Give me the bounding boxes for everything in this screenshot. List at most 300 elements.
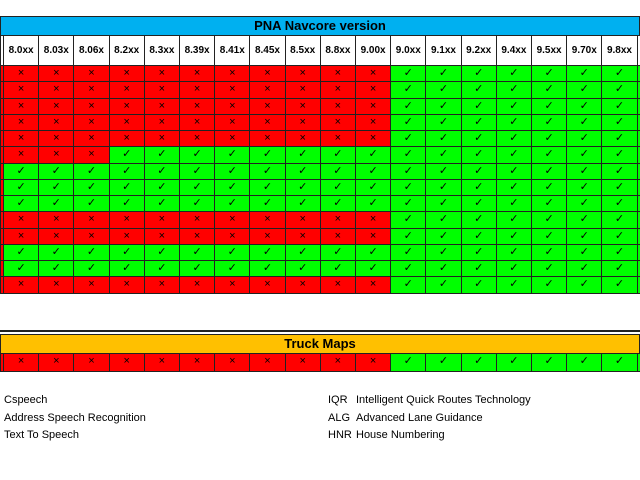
check-mark-cell: ✓	[179, 180, 214, 196]
check-mark-cell: ✓	[531, 245, 566, 261]
cross-mark-cell: ×	[109, 99, 144, 115]
check-mark-cell: ✓	[601, 99, 636, 115]
legend-abbr: ALG	[328, 412, 351, 424]
check-mark-cell: ✓	[461, 66, 496, 82]
cross-mark-cell: ×	[249, 66, 284, 82]
cross-mark-cell: ×	[3, 147, 38, 163]
version-header-cell: 8.39x	[179, 36, 214, 66]
check-mark-cell: ✓	[601, 229, 636, 245]
check-mark-cell: ✓	[531, 354, 566, 372]
check-mark-cell: ✓	[601, 115, 636, 131]
check-mark-cell: ✓	[425, 164, 460, 180]
check-mark-cell: ✓	[425, 277, 460, 293]
navcore-version-title: PNA Navcore version	[0, 16, 640, 36]
check-mark-cell: ✓	[425, 66, 460, 82]
cross-mark-cell: ×	[144, 229, 179, 245]
version-header-cell: 8.8xx	[320, 36, 355, 66]
check-mark-cell	[637, 212, 640, 228]
check-mark-cell: ✓	[214, 147, 249, 163]
check-mark-cell: ✓	[496, 131, 531, 147]
legend-desc: Advanced Lane Guidance	[356, 412, 483, 424]
check-mark-cell: ✓	[601, 277, 636, 293]
cross-mark-cell: ×	[73, 277, 108, 293]
cross-mark-cell: ×	[355, 115, 390, 131]
check-mark-cell: ✓	[461, 229, 496, 245]
cross-mark-cell: ×	[144, 354, 179, 372]
cross-mark-cell: ×	[355, 354, 390, 372]
cross-mark-cell: ×	[144, 82, 179, 98]
legend-abbr: HNR	[328, 429, 352, 441]
check-mark-cell: ✓	[601, 196, 636, 212]
check-mark-cell: ✓	[179, 261, 214, 277]
check-mark-cell: ✓	[531, 131, 566, 147]
cross-mark-cell: ×	[109, 212, 144, 228]
check-mark-cell: ✓	[144, 196, 179, 212]
cross-mark-cell: ×	[179, 229, 214, 245]
check-mark-cell: ✓	[214, 180, 249, 196]
check-mark-cell: ✓	[496, 196, 531, 212]
check-mark-cell: ✓	[425, 261, 460, 277]
check-mark-cell	[637, 261, 640, 277]
check-mark-cell: ✓	[109, 180, 144, 196]
check-mark-cell: ✓	[425, 229, 460, 245]
cross-mark-cell: ×	[285, 115, 320, 131]
version-header-cell: 9.2xx	[461, 36, 496, 66]
check-mark-cell: ✓	[566, 277, 601, 293]
check-mark-cell: ✓	[355, 180, 390, 196]
check-mark-cell: ✓	[214, 164, 249, 180]
check-mark-cell: ✓	[566, 196, 601, 212]
check-mark-cell: ✓	[249, 164, 284, 180]
cross-mark-cell: ×	[214, 229, 249, 245]
check-mark-cell: ✓	[601, 147, 636, 163]
cross-mark-cell: ×	[38, 82, 73, 98]
cross-mark-cell: ×	[355, 99, 390, 115]
check-mark-cell: ✓	[320, 245, 355, 261]
check-mark-cell: ✓	[461, 245, 496, 261]
cross-mark-cell: ×	[249, 354, 284, 372]
check-mark-cell: ✓	[390, 277, 425, 293]
cross-mark-cell: ×	[73, 354, 108, 372]
check-mark-cell: ✓	[390, 99, 425, 115]
check-mark-cell: ✓	[461, 164, 496, 180]
cross-mark-cell: ×	[249, 277, 284, 293]
check-mark-cell: ✓	[73, 164, 108, 180]
version-header-cell: 9.0xx	[390, 36, 425, 66]
cross-mark-cell: ×	[355, 66, 390, 82]
check-mark-cell: ✓	[425, 180, 460, 196]
cross-mark-cell: ×	[320, 82, 355, 98]
check-mark-cell: ✓	[179, 245, 214, 261]
cross-mark-cell: ×	[214, 354, 249, 372]
version-header-cell: 8.06x	[73, 36, 108, 66]
cross-mark-cell: ×	[38, 277, 73, 293]
cross-mark-cell: ×	[285, 66, 320, 82]
check-mark-cell: ✓	[531, 164, 566, 180]
check-mark-cell: ✓	[355, 164, 390, 180]
cross-mark-cell: ×	[73, 131, 108, 147]
check-mark-cell: ✓	[38, 164, 73, 180]
check-mark-cell	[637, 180, 640, 196]
cross-mark-cell: ×	[38, 354, 73, 372]
cross-mark-cell: ×	[3, 354, 38, 372]
check-mark-cell: ✓	[285, 245, 320, 261]
legend-address-speech: Address Speech Recognition	[4, 412, 146, 424]
check-mark-cell: ✓	[425, 99, 460, 115]
check-mark-cell: ✓	[531, 261, 566, 277]
check-mark-cell: ✓	[390, 147, 425, 163]
cross-mark-cell: ×	[109, 354, 144, 372]
cross-mark-cell: ×	[144, 66, 179, 82]
check-mark-cell	[637, 229, 640, 245]
check-mark-cell	[637, 354, 640, 372]
check-mark-cell	[637, 82, 640, 98]
version-header-cell: 8.2xx	[109, 36, 144, 66]
check-mark-cell	[637, 115, 640, 131]
check-mark-cell: ✓	[566, 115, 601, 131]
check-mark-cell: ✓	[566, 180, 601, 196]
check-mark-cell: ✓	[461, 180, 496, 196]
check-mark-cell: ✓	[73, 245, 108, 261]
cross-mark-cell: ×	[285, 131, 320, 147]
check-mark-cell: ✓	[179, 196, 214, 212]
check-mark-cell: ✓	[425, 82, 460, 98]
check-mark-cell	[637, 99, 640, 115]
check-mark-cell: ✓	[601, 245, 636, 261]
check-mark-cell: ✓	[461, 212, 496, 228]
cross-mark-cell: ×	[3, 229, 38, 245]
check-mark-cell: ✓	[601, 212, 636, 228]
check-mark-cell: ✓	[179, 147, 214, 163]
cross-mark-cell: ×	[144, 277, 179, 293]
cross-mark-cell: ×	[285, 212, 320, 228]
cross-mark-cell: ×	[3, 131, 38, 147]
check-mark-cell: ✓	[425, 354, 460, 372]
cross-mark-cell: ×	[109, 82, 144, 98]
check-mark-cell: ✓	[38, 196, 73, 212]
cross-mark-cell: ×	[73, 99, 108, 115]
check-mark-cell: ✓	[355, 261, 390, 277]
check-mark-cell: ✓	[461, 131, 496, 147]
check-mark-cell: ✓	[461, 99, 496, 115]
check-mark-cell: ✓	[461, 147, 496, 163]
check-mark-cell: ✓	[531, 196, 566, 212]
cross-mark-cell: ×	[320, 115, 355, 131]
check-mark-cell	[637, 277, 640, 293]
cross-mark-cell: ×	[73, 115, 108, 131]
cross-mark-cell: ×	[285, 277, 320, 293]
check-mark-cell: ✓	[496, 277, 531, 293]
check-mark-cell: ✓	[461, 82, 496, 98]
cross-mark-cell: ×	[109, 277, 144, 293]
check-mark-cell: ✓	[249, 196, 284, 212]
check-mark-cell: ✓	[531, 229, 566, 245]
check-mark-cell: ✓	[109, 196, 144, 212]
truck-maps-title: Truck Maps	[0, 334, 640, 354]
check-mark-cell: ✓	[390, 164, 425, 180]
check-mark-cell: ✓	[320, 147, 355, 163]
check-mark-cell: ✓	[390, 180, 425, 196]
check-mark-cell: ✓	[144, 261, 179, 277]
version-header-cell: 9.70x	[566, 36, 601, 66]
check-mark-cell: ✓	[601, 354, 636, 372]
version-header-cell: 8.45x	[249, 36, 284, 66]
cross-mark-cell: ×	[249, 82, 284, 98]
cross-mark-cell: ×	[320, 277, 355, 293]
check-mark-cell: ✓	[425, 196, 460, 212]
check-mark-cell: ✓	[425, 212, 460, 228]
cross-mark-cell: ×	[320, 354, 355, 372]
section-divider	[0, 330, 640, 332]
cross-mark-cell: ×	[179, 115, 214, 131]
check-mark-cell: ✓	[601, 261, 636, 277]
cross-mark-cell: ×	[285, 99, 320, 115]
cross-mark-cell: ×	[144, 115, 179, 131]
check-mark-cell: ✓	[496, 147, 531, 163]
check-mark-cell: ✓	[496, 180, 531, 196]
check-mark-cell: ✓	[179, 164, 214, 180]
check-mark-cell: ✓	[566, 212, 601, 228]
cross-mark-cell: ×	[3, 277, 38, 293]
check-mark-cell: ✓	[601, 131, 636, 147]
version-header-cell: 9.1xx	[425, 36, 460, 66]
check-mark-cell: ✓	[320, 180, 355, 196]
check-mark-cell: ✓	[3, 180, 38, 196]
cross-mark-cell: ×	[320, 229, 355, 245]
cross-mark-cell: ×	[355, 82, 390, 98]
check-mark-cell: ✓	[249, 147, 284, 163]
version-header-cell: 8.03x	[38, 36, 73, 66]
check-mark-cell	[637, 131, 640, 147]
cross-mark-cell: ×	[214, 115, 249, 131]
check-mark-cell: ✓	[144, 245, 179, 261]
check-mark-cell: ✓	[601, 66, 636, 82]
check-mark-cell: ✓	[390, 212, 425, 228]
check-mark-cell: ✓	[425, 115, 460, 131]
check-mark-cell	[637, 66, 640, 82]
cross-mark-cell: ×	[249, 212, 284, 228]
check-mark-cell: ✓	[390, 115, 425, 131]
cross-mark-cell: ×	[73, 229, 108, 245]
cross-mark-cell: ×	[249, 229, 284, 245]
cross-mark-cell: ×	[3, 115, 38, 131]
check-mark-cell	[637, 196, 640, 212]
version-header-cell	[637, 36, 640, 66]
cross-mark-cell: ×	[214, 131, 249, 147]
check-mark-cell	[637, 245, 640, 261]
check-mark-cell: ✓	[249, 261, 284, 277]
check-mark-cell: ✓	[566, 82, 601, 98]
version-header-cell: 8.41x	[214, 36, 249, 66]
check-mark-cell: ✓	[601, 82, 636, 98]
check-mark-cell: ✓	[531, 212, 566, 228]
check-mark-cell: ✓	[285, 196, 320, 212]
cross-mark-cell: ×	[109, 229, 144, 245]
check-mark-cell: ✓	[73, 196, 108, 212]
check-mark-cell: ✓	[390, 354, 425, 372]
version-header-cell: 9.8xx	[601, 36, 636, 66]
cross-mark-cell: ×	[320, 212, 355, 228]
cross-mark-cell: ×	[3, 66, 38, 82]
check-mark-cell: ✓	[355, 196, 390, 212]
check-mark-cell: ✓	[214, 245, 249, 261]
cross-mark-cell: ×	[38, 212, 73, 228]
check-mark-cell: ✓	[531, 277, 566, 293]
cross-mark-cell: ×	[355, 277, 390, 293]
cross-mark-cell: ×	[320, 131, 355, 147]
check-mark-cell: ✓	[566, 147, 601, 163]
check-mark-cell: ✓	[320, 164, 355, 180]
version-header-cell: 9.5xx	[531, 36, 566, 66]
check-mark-cell: ✓	[566, 164, 601, 180]
check-mark-cell: ✓	[496, 99, 531, 115]
cross-mark-cell: ×	[38, 115, 73, 131]
check-mark-cell: ✓	[496, 261, 531, 277]
cross-mark-cell: ×	[179, 66, 214, 82]
cross-mark-cell: ×	[3, 99, 38, 115]
check-mark-cell	[637, 147, 640, 163]
check-mark-cell: ✓	[531, 147, 566, 163]
check-mark-cell: ✓	[390, 245, 425, 261]
check-mark-cell: ✓	[566, 245, 601, 261]
check-mark-cell: ✓	[496, 212, 531, 228]
version-header-cell: 8.3xx	[144, 36, 179, 66]
check-mark-cell: ✓	[73, 180, 108, 196]
check-mark-cell: ✓	[144, 164, 179, 180]
check-mark-cell: ✓	[285, 164, 320, 180]
check-mark-cell: ✓	[3, 196, 38, 212]
check-mark-cell: ✓	[566, 131, 601, 147]
check-mark-cell: ✓	[566, 66, 601, 82]
cross-mark-cell: ×	[144, 99, 179, 115]
check-mark-cell: ✓	[390, 196, 425, 212]
version-header-cell: 8.5xx	[285, 36, 320, 66]
check-mark-cell: ✓	[355, 245, 390, 261]
check-mark-cell: ✓	[461, 354, 496, 372]
cross-mark-cell: ×	[320, 99, 355, 115]
check-mark-cell	[637, 164, 640, 180]
check-mark-cell: ✓	[425, 131, 460, 147]
cross-mark-cell: ×	[249, 131, 284, 147]
check-mark-cell: ✓	[390, 229, 425, 245]
cross-mark-cell: ×	[179, 99, 214, 115]
cross-mark-cell: ×	[355, 212, 390, 228]
cross-mark-cell: ×	[179, 131, 214, 147]
version-header-row	[0, 36, 640, 66]
check-mark-cell: ✓	[601, 164, 636, 180]
cross-mark-cell: ×	[73, 82, 108, 98]
check-mark-cell: ✓	[320, 261, 355, 277]
check-mark-cell: ✓	[496, 229, 531, 245]
check-mark-cell: ✓	[109, 261, 144, 277]
check-mark-cell: ✓	[38, 180, 73, 196]
check-mark-cell: ✓	[390, 261, 425, 277]
cross-mark-cell: ×	[355, 229, 390, 245]
cross-mark-cell: ×	[38, 147, 73, 163]
check-mark-cell: ✓	[355, 147, 390, 163]
legend-hnr	[328, 429, 445, 441]
check-mark-cell: ✓	[461, 261, 496, 277]
check-mark-cell: ✓	[566, 229, 601, 245]
check-mark-cell: ✓	[531, 66, 566, 82]
check-mark-cell: ✓	[144, 180, 179, 196]
cross-mark-cell: ×	[38, 99, 73, 115]
check-mark-cell: ✓	[531, 99, 566, 115]
check-mark-cell: ✓	[73, 261, 108, 277]
check-mark-cell: ✓	[390, 82, 425, 98]
legend-iqr	[328, 394, 531, 406]
check-mark-cell: ✓	[461, 196, 496, 212]
cross-mark-cell: ×	[73, 212, 108, 228]
cross-mark-cell: ×	[179, 212, 214, 228]
cross-mark-cell: ×	[285, 354, 320, 372]
check-mark-cell: ✓	[531, 115, 566, 131]
check-mark-cell: ✓	[38, 245, 73, 261]
check-mark-cell: ✓	[320, 196, 355, 212]
check-mark-cell: ✓	[531, 180, 566, 196]
cross-mark-cell: ×	[179, 354, 214, 372]
cross-mark-cell: ×	[38, 66, 73, 82]
version-header-cell: 9.4xx	[496, 36, 531, 66]
cross-mark-cell: ×	[3, 212, 38, 228]
check-mark-cell: ✓	[496, 66, 531, 82]
cross-mark-cell: ×	[249, 99, 284, 115]
check-mark-cell: ✓	[109, 147, 144, 163]
cross-mark-cell: ×	[73, 147, 108, 163]
check-mark-cell: ✓	[214, 196, 249, 212]
cross-mark-cell: ×	[144, 212, 179, 228]
check-mark-cell: ✓	[496, 164, 531, 180]
check-mark-cell: ✓	[390, 66, 425, 82]
version-header-cell: 8.0xx	[3, 36, 38, 66]
check-mark-cell: ✓	[496, 245, 531, 261]
check-mark-cell: ✓	[425, 245, 460, 261]
cross-mark-cell: ×	[249, 115, 284, 131]
check-mark-cell: ✓	[285, 180, 320, 196]
cross-mark-cell: ×	[179, 82, 214, 98]
cross-mark-cell: ×	[109, 131, 144, 147]
check-mark-cell: ✓	[425, 147, 460, 163]
legend-desc: Intelligent Quick Routes Technology	[356, 394, 531, 406]
check-mark-cell: ✓	[3, 261, 38, 277]
check-mark-cell: ✓	[285, 261, 320, 277]
check-mark-cell: ✓	[144, 147, 179, 163]
cross-mark-cell: ×	[109, 66, 144, 82]
legend-alg	[328, 412, 483, 424]
cross-mark-cell: ×	[285, 229, 320, 245]
cross-mark-cell: ×	[214, 82, 249, 98]
check-mark-cell: ✓	[3, 164, 38, 180]
check-mark-cell: ✓	[3, 245, 38, 261]
cross-mark-cell: ×	[320, 66, 355, 82]
cross-mark-cell: ×	[38, 229, 73, 245]
check-mark-cell: ✓	[109, 164, 144, 180]
cross-mark-cell: ×	[38, 131, 73, 147]
check-mark-cell: ✓	[249, 245, 284, 261]
legend-cspeech: Cspeech	[4, 394, 48, 406]
cross-mark-cell: ×	[355, 131, 390, 147]
version-header-cell: 9.00x	[355, 36, 390, 66]
cross-mark-cell: ×	[109, 115, 144, 131]
legend-desc: House Numbering	[356, 429, 445, 441]
check-mark-cell: ✓	[531, 82, 566, 98]
cross-mark-cell: ×	[214, 277, 249, 293]
check-mark-cell: ✓	[285, 147, 320, 163]
cross-mark-cell: ×	[73, 66, 108, 82]
check-mark-cell: ✓	[38, 261, 73, 277]
check-mark-cell: ✓	[566, 261, 601, 277]
legend-abbr: IQR	[328, 394, 348, 406]
